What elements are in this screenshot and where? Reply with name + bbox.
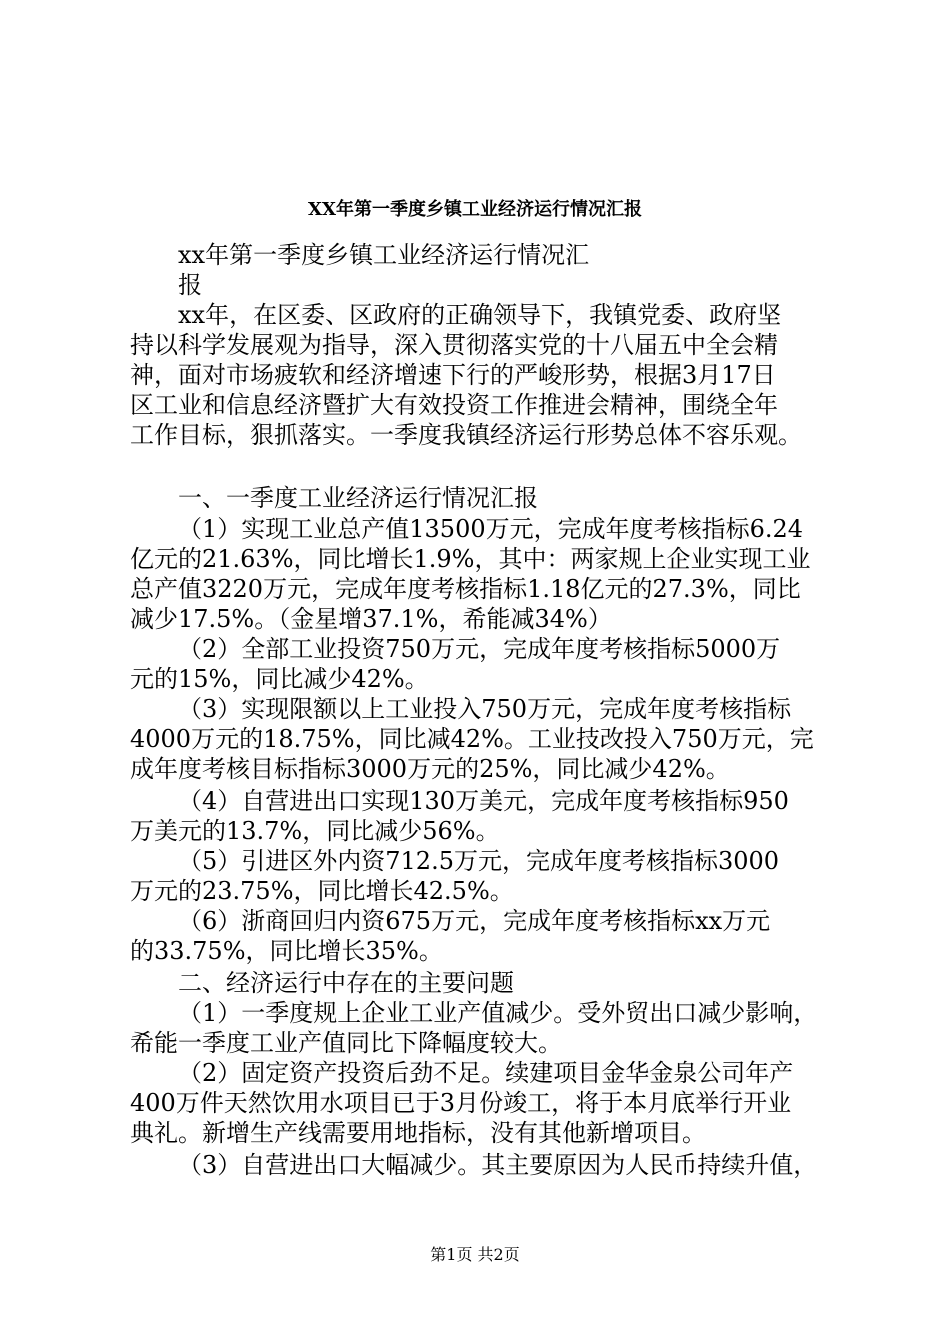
paragraph-line: 区工业和信息经济暨扩大有效投资工作推进会精神，围绕全年 bbox=[130, 391, 778, 419]
paragraph-line: （1）实现工业总产值13500万元，完成年度考核指标6.24 bbox=[178, 515, 804, 543]
page-title: XX年第一季度乡镇工业经济运行情况汇报 bbox=[308, 199, 642, 220]
paragraph-line: 400万件天然饮用水项目已于3月份竣工，将于本月底举行开业 bbox=[130, 1089, 792, 1117]
paragraph-line: 希能一季度工业产值同比下降幅度较大。 bbox=[130, 1029, 562, 1057]
paragraph-line: xx年，在区委、区政府的正确领导下，我镇党委、政府坚 bbox=[178, 301, 782, 329]
paragraph-line: 持以科学发展观为指导，深入贯彻落实党的十八届五中全会精 bbox=[130, 331, 778, 359]
paragraph-line: 亿元的21.63%，同比增长1.9%，其中：两家规上企业实现工业 bbox=[130, 545, 811, 573]
paragraph-line: （2）固定资产投资后劲不足。续建项目金华金泉公司年产 bbox=[178, 1059, 794, 1087]
paragraph-line: 减少17.5%。（金星增37.1%，希能减34%） bbox=[130, 605, 612, 633]
paragraph-line: 神，面对市场疲软和经济增速下行的严峻形势，根据3月17日 bbox=[130, 361, 776, 389]
subtitle-line-1: xx年第一季度乡镇工业经济运行情况汇 bbox=[178, 241, 590, 269]
paragraph-line: （1）一季度规上企业工业产值减少。受外贸出口减少影响， bbox=[178, 999, 818, 1027]
page-footer: 第1页 共2页 bbox=[430, 1245, 520, 1264]
subtitle-line-2: 报 bbox=[178, 271, 202, 299]
paragraph-line: 4000万元的18.75%，同比减42%。工业技改投入750万元，完 bbox=[130, 725, 814, 753]
section-heading: 一、一季度工业经济运行情况汇报 bbox=[178, 484, 538, 512]
paragraph-line: （3）自营进出口大幅减少。其主要原因为人民币持续升值， bbox=[178, 1151, 818, 1179]
paragraph-line: （3）实现限额以上工业投入750万元，完成年度考核指标 bbox=[178, 695, 792, 723]
paragraph-line: 元的15%，同比减少42%。 bbox=[130, 665, 429, 693]
paragraph-line: （5）引进区外内资712.5万元，完成年度考核指标3000 bbox=[178, 847, 780, 875]
paragraph-line: 万美元的13.7%，同比减少56%。 bbox=[130, 817, 500, 845]
paragraph-line: （4）自营进出口实现130万美元，完成年度考核指标950 bbox=[178, 787, 789, 815]
paragraph-line: 的33.75%，同比增长35%。 bbox=[130, 937, 443, 965]
section-heading: 二、经济运行中存在的主要问题 bbox=[178, 969, 514, 997]
paragraph-line: 工作目标，狠抓落实。一季度我镇经济运行形势总体不容乐观。 bbox=[130, 421, 802, 449]
paragraph-line: （6）浙商回归内资675万元，完成年度考核指标xx万元 bbox=[178, 907, 771, 935]
paragraph-line: （2）全部工业投资750万元，完成年度考核指标5000万 bbox=[178, 635, 781, 663]
paragraph-line: 成年度考核目标指标3000万元的25%，同比减少42%。 bbox=[130, 755, 730, 783]
paragraph-line: 典礼。新增生产线需要用地指标，没有其他新增项目。 bbox=[130, 1119, 706, 1147]
paragraph-line: 总产值3220万元，完成年度考核指标1.18亿元的27.3%，同比 bbox=[130, 575, 801, 603]
paragraph-line: 万元的23.75%，同比增长42.5%。 bbox=[130, 877, 514, 905]
